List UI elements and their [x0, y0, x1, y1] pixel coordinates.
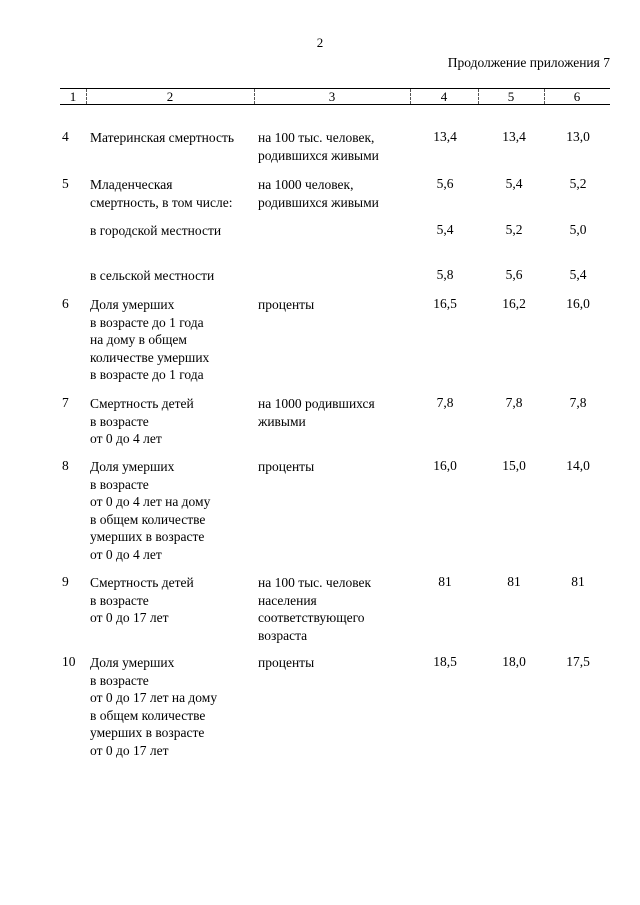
value-col-5: 81 — [507, 574, 521, 589]
row-number: 6 — [62, 296, 69, 311]
row-number: 5 — [62, 176, 69, 191]
value-col-5: 5,6 — [505, 267, 523, 282]
appendix-continuation-title: Продолжение приложения 7 — [447, 55, 610, 70]
value-col-6: 13,0 — [566, 129, 590, 144]
header-col-5: 5 — [507, 89, 515, 104]
unit-of-measure: на 100 тыс. человек, родившихся живыми — [258, 130, 379, 163]
indicator-name: Доля умерших в возрасте от 0 до 4 лет на дому в общем количестве умерших в возрасте от 0 до 4 лет — [90, 459, 211, 562]
value-col-5: 18,0 — [502, 654, 526, 669]
row-number: 8 — [62, 458, 69, 473]
header-col-3: 3 — [328, 89, 336, 104]
header-col-2: 2 — [166, 89, 174, 104]
value-col-5: 5,2 — [505, 222, 523, 237]
indicator-name: в сельской местности — [90, 268, 215, 283]
value-col-6: 17,5 — [566, 654, 590, 669]
value-col-4: 13,4 — [433, 129, 457, 144]
value-col-5: 16,2 — [502, 296, 526, 311]
indicator-name: Материнская смертность — [90, 130, 235, 145]
value-col-4: 16,0 — [433, 458, 457, 473]
value-col-6: 7,8 — [569, 395, 587, 410]
value-col-6: 16,0 — [566, 296, 590, 311]
row-number: 9 — [62, 574, 69, 589]
indicator-name: Младенческая смертность, в том числе: — [90, 177, 233, 210]
unit-of-measure: проценты — [258, 459, 315, 474]
value-col-6: 5,2 — [569, 176, 587, 191]
row-number: 4 — [62, 129, 69, 144]
indicator-name: Доля умерших в возрасте от 0 до 17 лет на дому в общем количестве умерших в возрасте от 0 до 17 лет — [90, 655, 218, 758]
header-col-1: 1 — [69, 89, 77, 104]
value-col-5: 15,0 — [502, 458, 526, 473]
value-col-4: 81 — [438, 574, 452, 589]
value-col-6: 14,0 — [566, 458, 590, 473]
unit-of-measure: на 1000 человек, родившихся живыми — [258, 177, 379, 210]
unit-of-measure: проценты — [258, 297, 315, 312]
header-col-4: 4 — [440, 89, 448, 104]
page-number: 2 — [316, 35, 324, 50]
value-col-4: 7,8 — [436, 395, 454, 410]
value-col-5: 5,4 — [505, 176, 523, 191]
indicator-name: Смертность детей в возрасте от 0 до 17 лет — [90, 575, 194, 625]
value-col-6: 5,4 — [569, 267, 587, 282]
value-col-5: 13,4 — [502, 129, 526, 144]
value-col-4: 5,4 — [436, 222, 454, 237]
value-col-6: 81 — [571, 574, 585, 589]
value-col-4: 5,8 — [436, 267, 454, 282]
value-col-4: 18,5 — [433, 654, 457, 669]
unit-of-measure: на 100 тыс. человек населения соответствующего возраста — [258, 575, 372, 643]
header-col-6: 6 — [573, 89, 581, 104]
indicator-name: в городской местности — [90, 223, 222, 238]
unit-of-measure: на 1000 родившихся живыми — [258, 396, 375, 429]
value-col-4: 5,6 — [436, 176, 454, 191]
row-number: 10 — [62, 654, 76, 669]
indicator-name: Смертность детей в возрасте от 0 до 4 лет — [90, 396, 194, 446]
value-col-6: 5,0 — [569, 222, 587, 237]
unit-of-measure: проценты — [258, 655, 315, 670]
table-header-rule — [60, 104, 610, 105]
value-col-5: 7,8 — [505, 395, 523, 410]
value-col-4: 16,5 — [433, 296, 457, 311]
indicator-name: Доля умерших в возрасте до 1 года на дому в общем количестве умерших в возрасте до 1 года — [90, 297, 210, 382]
row-number: 7 — [62, 395, 69, 410]
